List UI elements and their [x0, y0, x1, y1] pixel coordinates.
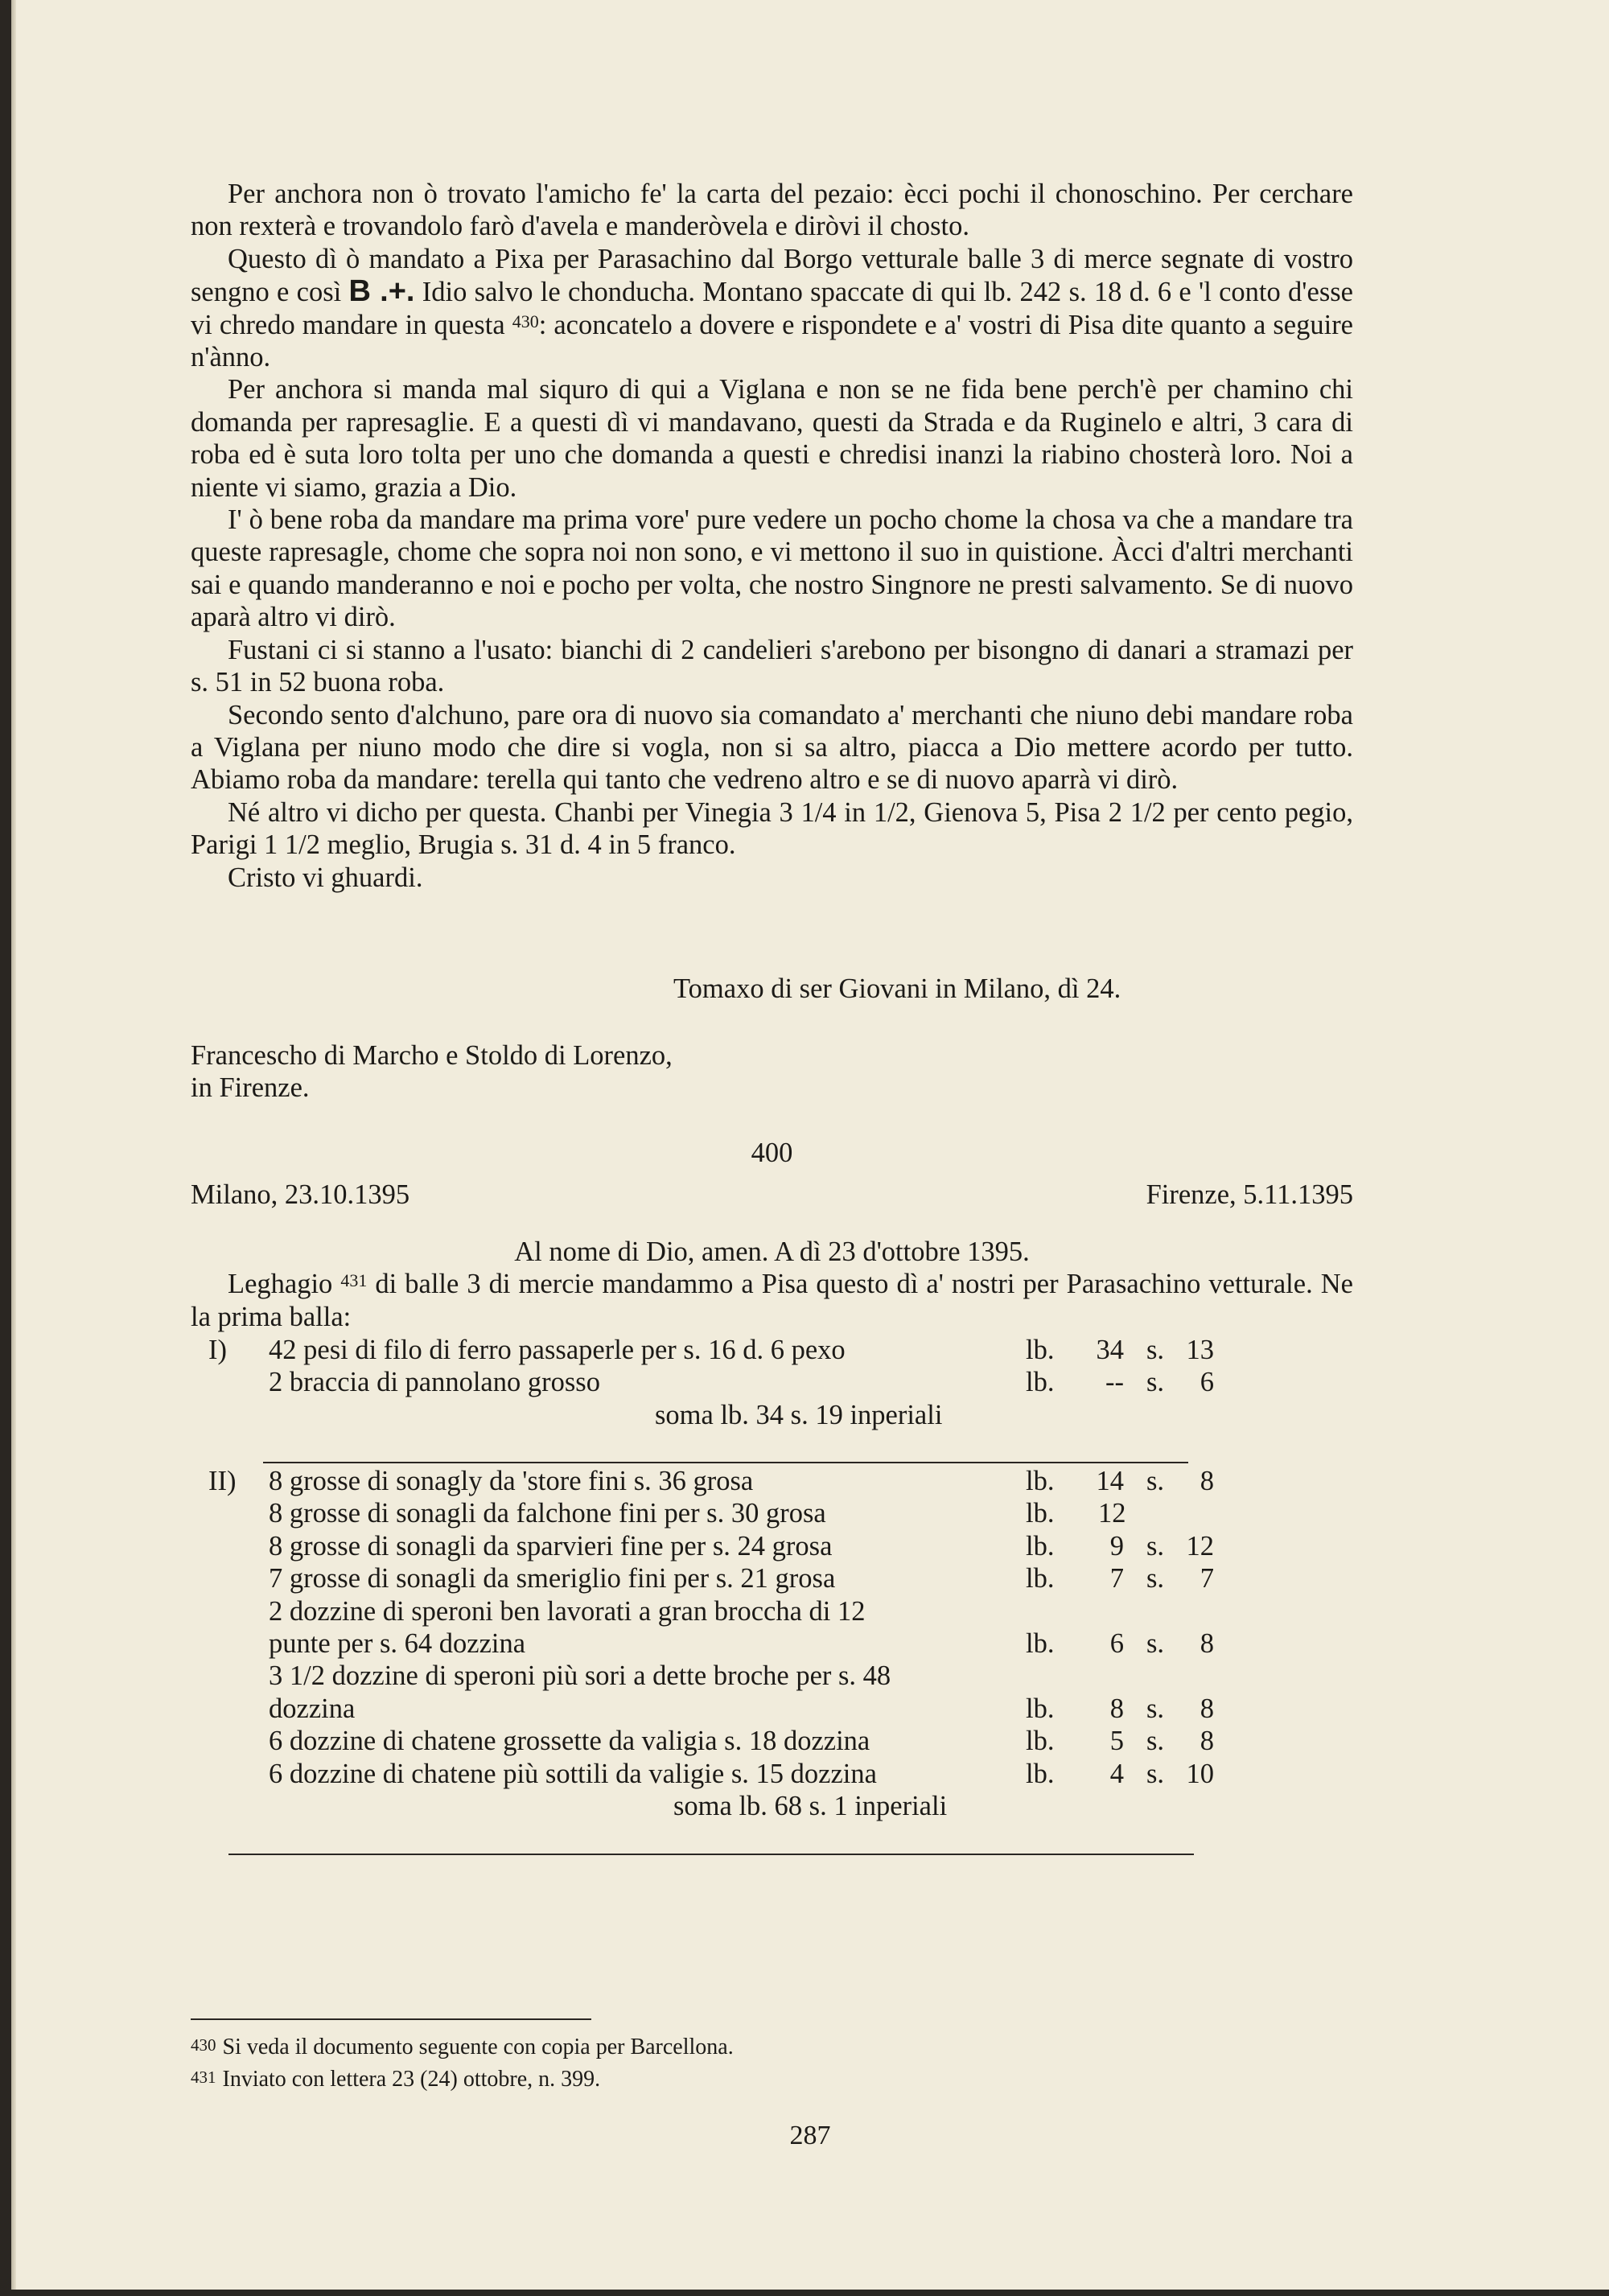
bale-2: [191, 1465, 1353, 1822]
letter1-body: [191, 178, 1353, 894]
page-number: 287: [789, 2121, 831, 2150]
ledger-row: 7 grosse di sonagli da smeriglio fini per s. 21 grosa lb. 7 s. 7: [269, 1563, 1214, 1594]
footnote-rule: [191, 2018, 591, 2020]
letter-number: 400: [751, 1138, 793, 1168]
book-page: [11, 0, 1609, 2290]
bale-total: soma lb. 68 s. 1 inperiali: [673, 1790, 948, 1821]
bale-rule: [263, 1462, 1188, 1463]
letter-origin: Milano, 23.10.1395: [191, 1179, 410, 1211]
letter-intro: Leghagio $^{431}$ di balle 3 di mercie mandammo a Pisa questo dì a' nostri per Parasachino vetturale. Ne la prima balla:: [191, 1269, 1353, 1332]
footnote-ref-431: 431: [340, 1270, 368, 1291]
footnote-ref-430: 430: [512, 311, 539, 331]
ledger-row: 2 braccia di pannolano grosso lb. -- s. 6: [269, 1367, 1214, 1398]
ledger-row: I) 42 pesi di filo di ferro passaperle per s. 16 d. 6 pexo lb. 34 s. 13: [208, 1335, 1214, 1365]
letter2-opening-block: [191, 1236, 1353, 1333]
ledger-row: punte per s. 64 dozzina lb. 6 s. 8: [269, 1627, 1214, 1659]
bale-rule: [228, 1854, 1194, 1855]
letter-opening: Al nome di Dio, amen. A dì 23 d'ottobre 1395.: [514, 1236, 1030, 1267]
paragraph-5: Fustani ci si stanno a l'usato: bianchi di 2 candelieri s'arebono per bisongno di danari a stramazi per s. 51 in 52 buona roba.: [191, 634, 1353, 698]
ledger-row: 6 dozzine di chatene grossette da valigia s. 18 dozzina lb. 5 s. 8: [269, 1726, 1214, 1757]
letter2-header: [191, 1137, 1353, 1212]
closing: Cristo vi ghuardi.: [228, 862, 423, 893]
ledger-row: II) 8 grosse di sonagly da 'store fini s. 36 grosa lb. 14 s. 8: [208, 1466, 1214, 1496]
footnote-431: $^{431}$ Inviato con lettera 23 (24) ottobre, n. 399.: [191, 2067, 601, 2092]
merchant-mark: B .+.: [348, 274, 415, 309]
ledger-row: 2 dozzine di speroni ben lavorati a gran broccha di 12: [269, 1595, 866, 1627]
paragraph-2: Questo dì ò mandato a Pixa per Parasachino dal Borgo vetturale balle 3 di merce segnate di vostro sengno e così B .+. Idio salvo le chonducha. Montano spaccate di qui lb. 242 s. 18 d. 6 e 'l conto d'esse vi chredo mandare in questa $^{430}$: aconcatelo a dovere e rispondete e a' vostri di Pisa dite quanto a seguire n'ànno.: [191, 243, 1353, 373]
paragraph-4: I' ò bene roba da mandare ma prima vore' pure vedere un pocho chome la chosa va che a mandare tra queste rapresagle, chome che sopra noi non sono, e vi mettono il suo in quistione. Àcci d'altri merchanti sai e quando manderanno e noi e pocho per volta, che nostro Singnore ne presti salvamento. Se di nuovo aparà altro vi dirò.: [191, 504, 1353, 633]
paragraph-6: Secondo sento d'alchuno, pare ora di nuovo sia comandato a' merchanti che niuno debi mandare roba a Viglana per niuno modo che dire si vogla, non si sa altro, piacca a Dio mettere acordo per tutto. Abiamo roba da mandare: terella qui tanto che vedreno altro e se di nuovo aparrà vi dirò.: [191, 699, 1353, 796]
letter-destination: Firenze, 5.11.1395: [1146, 1179, 1353, 1211]
paragraph-7: Né altro vi dicho per questa. Chanbi per Vinegia 3 1/4 in 1/2, Gienova 5, Pisa 2 1/2 per cento pegio, Parigi 1 1/2 meglio, Brugia s. 31 d. 4 in 5 franco.: [191, 796, 1353, 861]
ledger-row: dozzina lb. 8 s. 8: [269, 1693, 1214, 1724]
address-line-1: Francescho di Marcho e Stoldo di Lorenzo,: [191, 1040, 673, 1071]
paragraph-3: Per anchora si manda mal siquro di qui a Viglana e non se ne fida bene perch'è per chamino chi domanda per rapresaglie. E a questi dì vi mandavano, questi da Strada e da Ruginelo e altri, 3 cara di roba ed è suta loro tolta per uno che domanda a questi e chredisi inanzi la riabino chosterà loro. Noi a niente vi siamo, grazia a Dio.: [191, 374, 1353, 503]
paragraph-1: Per anchora non ò trovato l'amicho fe' la carta del pezaio: ècci pochi il chonoschino. Per cerchare non rexterà e trovandolo farò d'avela e manderòvela e diròvi il chosto.: [191, 179, 1353, 242]
address-block: [191, 1039, 1353, 1105]
ledger-row: 8 grosse di sonagli da sparvieri fine per s. 24 grosa lb. 9 s. 12: [269, 1530, 1214, 1562]
address-line-2: in Firenze.: [191, 1072, 310, 1104]
footnotes: [191, 2031, 1317, 2096]
bale-numeral: I): [208, 1335, 227, 1365]
bale-1: [191, 1334, 1353, 1431]
footnote-430: $^{430}$ Si veda il documento seguente con copia per Barcellona.: [191, 2035, 734, 2059]
page-gutter: [11, 0, 16, 2290]
ledger-row: 3 1/2 dozzine di speroni più sori a dette broche per s. 48: [269, 1660, 891, 1692]
ledger-row: 8 grosse di sonagli da falchone fini per s. 30 grosa lb. 12: [269, 1498, 1126, 1529]
ledger-row: 6 dozzine di chatene più sottili da valigie s. 15 dozzina lb. 4 s. 10: [269, 1758, 1214, 1789]
bale-numeral: II): [208, 1466, 237, 1496]
bale-total: soma lb. 34 s. 19 inperiali: [655, 1399, 943, 1430]
signature-block: [191, 973, 1353, 1005]
signature: Tomaxo di ser Giovani in Milano, dì 24.: [673, 973, 1121, 1004]
